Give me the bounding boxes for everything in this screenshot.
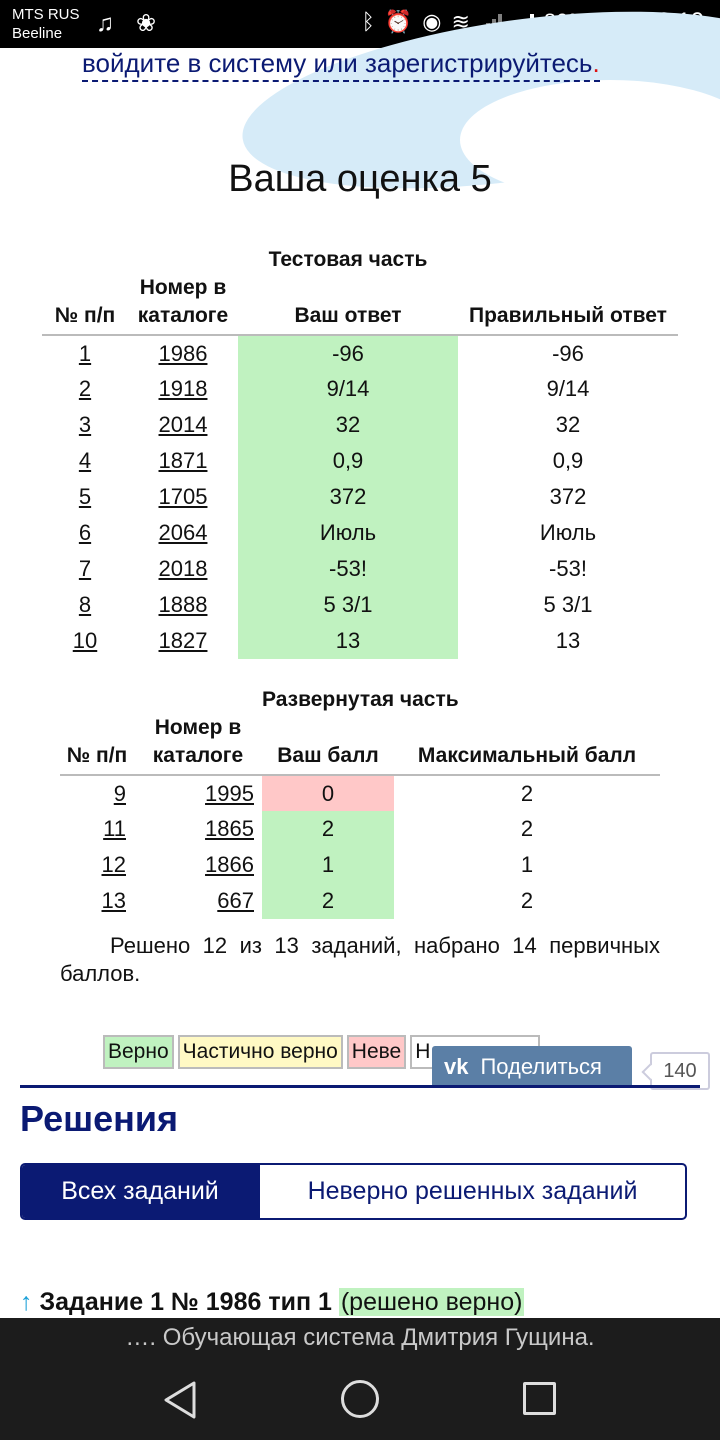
catalog-link[interactable]: 1871 — [158, 448, 208, 473]
android-nav-bar — [0, 1358, 720, 1440]
test-row-correct-answer: 13 — [555, 628, 581, 653]
summary-text: Решено 12 из 13 заданий, набрано 14 первичных баллов. — [60, 933, 660, 986]
vk-share-label: Поделиться — [480, 1054, 602, 1079]
test-row-your-answer: 9/14 — [238, 371, 458, 407]
task-num-link[interactable]: 11 — [103, 816, 126, 841]
legend-correct: Верно — [103, 1035, 174, 1069]
test-row — [42, 515, 678, 551]
test-row-your-answer: 32 — [238, 407, 458, 443]
catalog-link[interactable]: 1888 — [158, 592, 208, 617]
section-divider — [20, 1085, 700, 1088]
test-row-correct-answer: 32 — [555, 412, 581, 437]
test-row-num[interactable] — [42, 551, 128, 587]
extended-row — [60, 883, 660, 919]
catalog-link[interactable]: 2014 — [158, 412, 208, 437]
task-num-link[interactable]: 4 — [78, 448, 92, 473]
task-num-link[interactable]: 13 — [101, 888, 126, 913]
extended-part-table — [60, 686, 660, 919]
extended-row — [60, 847, 660, 883]
login-link-dot: . — [592, 48, 600, 78]
vk-share-button[interactable] — [432, 1046, 632, 1088]
ext-row-your-score: 1 — [262, 847, 394, 883]
catalog-link[interactable]: 2064 — [158, 520, 208, 545]
test-row-correct-answer: 372 — [549, 484, 587, 509]
test-row-catalog[interactable] — [128, 515, 238, 551]
test-row-correct-answer: -96 — [552, 340, 584, 366]
ext-col-your-score-header: Ваш балл — [262, 714, 394, 775]
test-row — [42, 479, 678, 515]
test-row-num[interactable] — [42, 407, 128, 443]
test-row — [42, 551, 678, 587]
catalog-link[interactable]: 667 — [217, 888, 254, 913]
test-row-catalog[interactable] — [128, 587, 238, 623]
task-title: Задание 1 № 1986 тип 1 — [39, 1288, 332, 1316]
task-num-link[interactable]: 7 — [78, 556, 92, 581]
legend-wrong: Неве — [347, 1035, 406, 1069]
ext-row-max-score: 2 — [520, 888, 534, 913]
wifi-icon: ≋ — [451, 9, 470, 34]
test-part-table — [42, 246, 678, 659]
ext-row-catalog[interactable] — [134, 847, 262, 883]
test-row — [42, 587, 678, 623]
col-catalog-header: Номер в каталоге — [128, 274, 238, 335]
test-row-catalog[interactable] — [128, 443, 238, 479]
catalog-link[interactable]: 1705 — [158, 484, 208, 509]
home-icon[interactable] — [341, 1380, 379, 1418]
extended-row — [60, 811, 660, 847]
score-title: Ваша оценка 5 — [228, 158, 492, 200]
catalog-link[interactable]: 1918 — [158, 376, 208, 401]
test-row-correct-answer: 9/14 — [546, 376, 590, 401]
col-num-header: № п/п — [42, 274, 128, 335]
music-icon: ♫ — [96, 10, 114, 37]
test-row — [42, 335, 678, 371]
task-num-link[interactable]: 10 — [72, 628, 98, 653]
vk-logo-icon: vk — [444, 1054, 469, 1079]
task-num-link[interactable]: 6 — [78, 520, 92, 545]
test-row-your-answer: 13 — [238, 623, 458, 659]
recent-apps-icon[interactable] — [523, 1382, 556, 1415]
task-num-link[interactable]: 5 — [78, 484, 92, 509]
solutions-title: Решения — [20, 1098, 179, 1139]
carrier-1: MTS RUS — [12, 6, 80, 23]
test-row-your-answer: 372 — [238, 479, 458, 515]
task-heading — [20, 1286, 524, 1318]
task-num-link[interactable]: 8 — [78, 592, 92, 617]
test-row — [42, 623, 678, 659]
ext-col-num-header: № п/п — [60, 714, 134, 775]
ext-row-catalog[interactable] — [134, 775, 262, 811]
ext-row-num[interactable] — [60, 847, 134, 883]
ext-row-your-score: 2 — [262, 883, 394, 919]
test-row-your-answer: 5 3/1 — [238, 587, 458, 623]
test-row-catalog[interactable] — [128, 371, 238, 407]
task-num-link[interactable]: 2 — [78, 376, 92, 401]
test-row-correct-answer: 5 3/1 — [543, 592, 593, 617]
catalog-link[interactable]: 1827 — [158, 628, 208, 653]
carrier-info — [12, 5, 80, 43]
test-row-num[interactable] — [42, 335, 128, 371]
extended-row — [60, 775, 660, 811]
tab-all-tasks[interactable]: Всех заданий — [22, 1165, 258, 1218]
catalog-link[interactable]: 1986 — [158, 340, 208, 366]
test-row-catalog[interactable] — [128, 335, 238, 371]
ext-row-your-score: 0 — [262, 775, 394, 811]
ext-row-num[interactable] — [60, 883, 134, 919]
carrier-2: Beeline — [12, 25, 63, 42]
footer-text: …. Обучающая система Дмитрия Гущина. — [0, 1318, 720, 1358]
ext-row-max-score: 2 — [520, 780, 534, 806]
ext-row-your-score: 2 — [262, 811, 394, 847]
back-icon[interactable] — [162, 1380, 198, 1420]
test-row-your-answer: 0,9 — [238, 443, 458, 479]
test-row-your-answer: -53! — [238, 551, 458, 587]
ext-row-max-score: 2 — [520, 816, 534, 841]
catalog-link[interactable]: 1995 — [205, 780, 254, 806]
test-row-catalog[interactable] — [128, 407, 238, 443]
login-link-text[interactable]: войдите в систему или зарегистрируйтесь — [82, 48, 593, 78]
extended-part-caption: Развернутая часть — [262, 688, 459, 711]
bluetooth-icon: ᛒ — [361, 9, 375, 34]
ext-col-max-score-header: Максимальный балл — [394, 714, 660, 775]
tab-wrong-tasks[interactable]: Неверно решенных заданий — [258, 1165, 685, 1218]
test-row — [42, 407, 678, 443]
test-row-num[interactable] — [42, 515, 128, 551]
test-row-num[interactable] — [42, 371, 128, 407]
login-register-link[interactable] — [82, 48, 600, 82]
legend-unsolved: Н — [410, 1035, 540, 1069]
test-row — [42, 443, 678, 479]
task-num-link[interactable]: 12 — [101, 852, 126, 877]
ext-col-catalog-header: Номер в каталоге — [134, 714, 262, 775]
ext-row-num[interactable] — [60, 811, 134, 847]
ext-row-catalog[interactable] — [134, 811, 262, 847]
test-row-catalog[interactable] — [128, 551, 238, 587]
test-row-num[interactable] — [42, 623, 128, 659]
test-row-your-answer: -96 — [238, 335, 458, 371]
test-row-catalog[interactable] — [128, 479, 238, 515]
solutions-filter — [20, 1163, 687, 1220]
test-row — [42, 371, 678, 407]
test-row-correct-answer: 0,9 — [552, 448, 584, 473]
ext-row-num[interactable] — [60, 775, 134, 811]
ext-row-max-score: 1 — [520, 852, 534, 877]
test-row-catalog[interactable] — [128, 623, 238, 659]
app-notification-icon: ❀ — [136, 10, 157, 37]
test-row-correct-answer: -53! — [549, 556, 587, 581]
alarm-icon: ⏰ — [384, 9, 413, 34]
legend-partial: Частично верно — [178, 1035, 343, 1069]
col-correct-answer-header: Правильный ответ — [458, 274, 678, 335]
scroll-up-arrow-icon[interactable]: ↑ — [20, 1288, 33, 1316]
test-row-num[interactable] — [42, 443, 128, 479]
task-num-link[interactable]: 3 — [78, 412, 92, 437]
test-row-your-answer: Июль — [238, 515, 458, 551]
test-part-caption: Тестовая часть — [268, 248, 428, 271]
test-row-correct-answer: Июль — [539, 520, 597, 545]
eye-icon: ◉ — [422, 9, 442, 34]
test-part-rows — [42, 335, 678, 659]
task-num-link[interactable]: 1 — [78, 340, 92, 366]
vk-share-count: 140 — [650, 1052, 710, 1090]
test-row-num[interactable] — [42, 587, 128, 623]
test-row-num[interactable] — [42, 479, 128, 515]
catalog-link[interactable]: 2018 — [158, 556, 208, 581]
catalog-link[interactable]: 1865 — [205, 816, 254, 841]
catalog-link[interactable]: 1866 — [205, 852, 254, 877]
task-num-link[interactable]: 9 — [113, 780, 126, 806]
col-your-answer-header: Ваш ответ — [238, 274, 458, 335]
ext-row-catalog[interactable] — [134, 883, 262, 919]
task-status-badge: (решено верно) — [340, 1288, 523, 1316]
extended-part-rows — [60, 775, 660, 919]
